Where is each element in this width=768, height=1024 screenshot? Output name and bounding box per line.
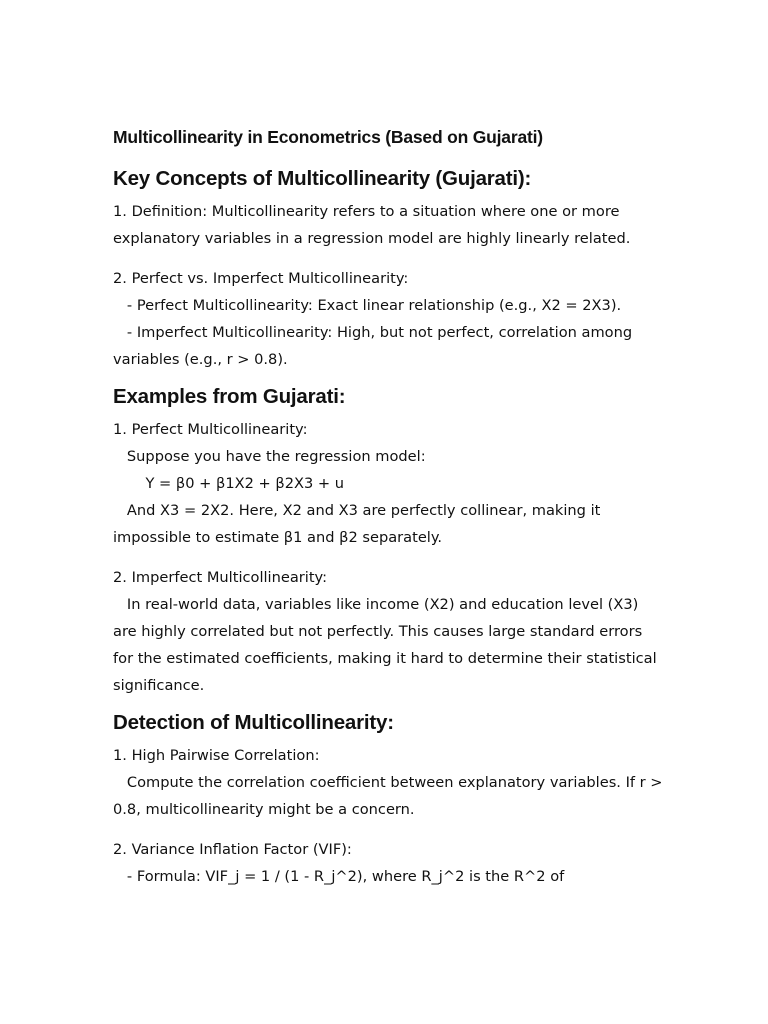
- paragraph-pairwise-correlation: 1. High Pairwise Correlation: Compute the correlation coefficient between explanatory variables. If r > 0.8, multicollinearity might be a concern.: [113, 747, 663, 818]
- paragraph-perfect-example: 1. Perfect Multicollinearity: Suppose you have the regression model: Y = β0 + β1X2 + β2X3 + u And X3 = 2X2. Here, X2 and X3 are perfectly collinear, making it impossible to estimate β1 and β2 separately.: [113, 421, 601, 546]
- section-heading: Detection of Multicollinearity:: [113, 711, 394, 734]
- paragraph-vif: 2. Variance Inflation Factor (VIF): - Formula: VIF_j = 1 / (1 - R_j^2), where R_j^2 is the R^2 of: [113, 841, 565, 885]
- section-key-concepts: [113, 164, 663, 373]
- section-heading: Examples from Gujarati:: [113, 385, 346, 408]
- paragraph-imperfect-example: 2. Imperfect Multicollinearity: In real-world data, variables like income (X2) and education level (X3) are highly correlated but not perfectly. This causes large standard errors for the estimated coefficients, making it hard to determine their statistical significance.: [113, 569, 657, 694]
- section-examples: [113, 382, 663, 699]
- section-detection: [113, 708, 663, 890]
- paragraph-definition: 1. Definition: Multicollinearity refers to a situation where one or more explanatory variables in a regression model are highly linearly related.: [113, 203, 631, 247]
- document-title: Multicollinearity in Econometrics (Based on Gujarati): [113, 127, 543, 147]
- paragraph-perfect-vs-imperfect: 2. Perfect vs. Imperfect Multicollinearity: - Perfect Multicollinearity: Exact linear relationship (e.g., X2 = 2X3). - Imperfect Multicollinearity: High, but not perfect, correlation among variables (e.g., r > 0.8).: [113, 270, 633, 368]
- section-heading: Key Concepts of Multicollinearity (Gujarati):: [113, 167, 532, 190]
- document-page: [113, 124, 663, 890]
